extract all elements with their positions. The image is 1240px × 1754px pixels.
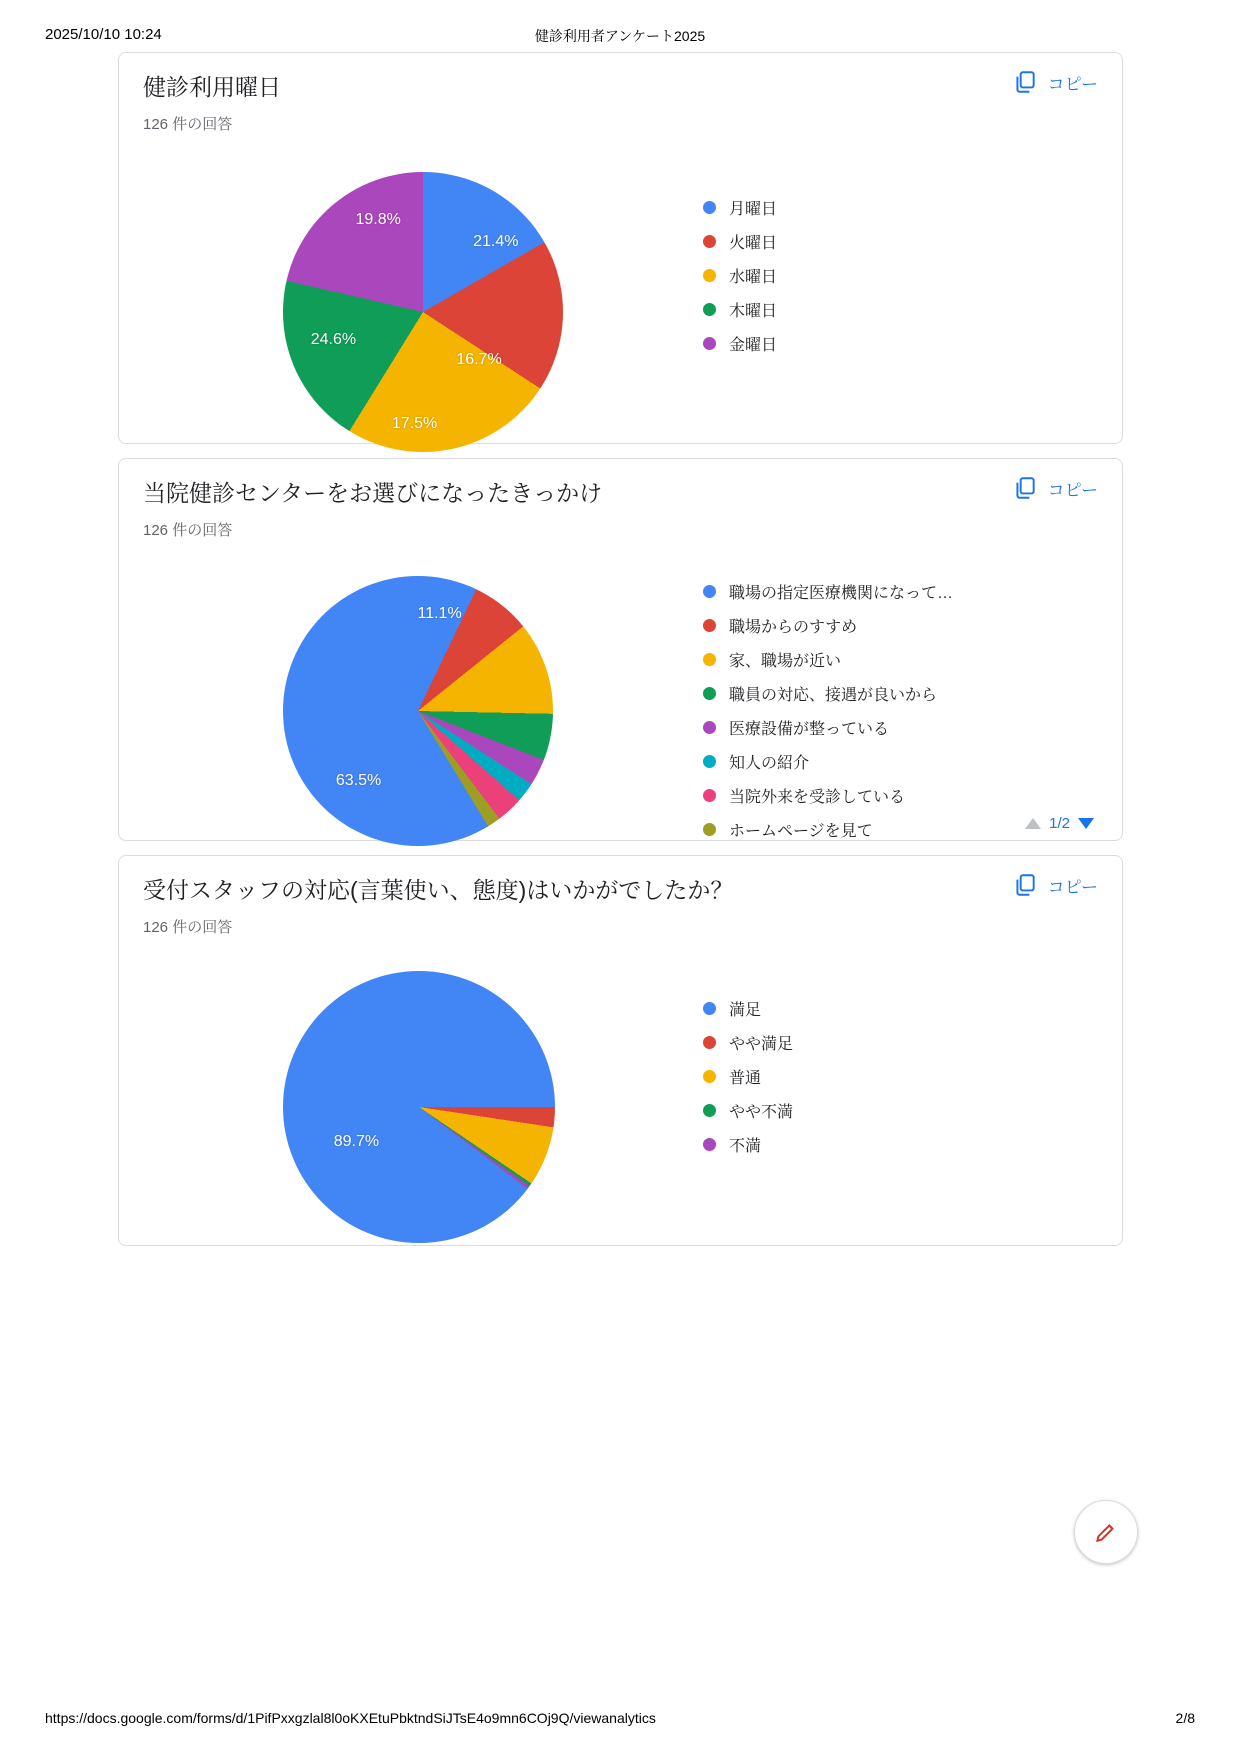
legend-2 [703,550,1098,852]
legend-item [703,1133,1098,1156]
pager-label: 1/2 [1049,815,1070,832]
legend-label: 職場の指定医療機関になって… [729,585,954,602]
legend-color-swatch [703,789,716,802]
legend-color-swatch [703,1138,716,1151]
legend-label: 職員の対応、接遇が良いから [729,687,938,704]
legend-label: 木曜日 [729,303,778,320]
legend-label: ホームページを見て [729,823,873,840]
charts-container [118,52,1123,1260]
legend-item [703,614,1098,637]
page-title: 当院健診センターをお選びになったきっかけ [143,480,603,506]
pie-wrap-2 [143,550,703,846]
pie-chart-1 [143,144,1098,452]
legend-item [703,298,1098,321]
pencil-icon [1093,1519,1119,1545]
legend-label: 不満 [729,1138,762,1155]
legend-item [703,750,1098,773]
legend-color-swatch [703,1104,716,1117]
footer-url: https://docs.google.com/forms/d/1PifPxxgzlal8l0oKXEtuPbktndSiJTsE4o9mn6COj9Q/viewanalytics [45,1710,656,1726]
pie-wrap-3 [143,947,703,1243]
legend-item [703,196,1098,219]
legend-color-swatch [703,1036,716,1049]
copy-icon [1012,872,1038,898]
legend-color-swatch [703,1002,716,1015]
copy-label: コピー [1047,74,1098,94]
legend-color-swatch [703,619,716,632]
pie-1 [283,172,563,452]
legend-color-swatch [703,721,716,734]
copy-button-2[interactable] [1012,475,1098,501]
response-count: 126 件の回答 [143,919,233,936]
print-header [0,26,1240,46]
page-title: 受付スタッフの対応(言葉使い、態度)はいかがでしたか？ [143,877,734,903]
legend-color-swatch [703,687,716,700]
legend-label: やや不満 [729,1104,794,1121]
copy-button-1[interactable] [1012,69,1098,95]
legend-label: 月曜日 [729,201,778,218]
legend-item [703,332,1098,355]
slice-label: 17.5% [391,415,438,432]
slice-label: 89.7% [333,1133,380,1151]
response-count: 126 件の回答 [143,522,233,539]
legend-1 [703,144,1098,366]
legend-color-swatch [703,755,716,768]
legend-label: 家、職場が近い [729,653,842,670]
slice-label: 19.8% [355,210,401,228]
edit-fab-button[interactable] [1074,1500,1138,1564]
page-down-icon[interactable] [1078,818,1094,829]
pie-3 [283,971,555,1243]
legend-color-swatch [703,1070,716,1083]
legend-item [703,230,1098,253]
legend-label: 満足 [729,1002,762,1019]
pie-2 [283,576,553,846]
legend-item [703,784,1098,807]
page-up-icon[interactable] [1025,818,1041,829]
legend-label: 当院外来を受診している [729,789,906,806]
pie-wrap-1 [143,144,703,452]
legend-item [703,264,1098,287]
print-footer [0,1710,1240,1730]
page-title: 健診利用曜日 [143,74,281,100]
slice-label: 21.4% [473,233,519,250]
chart-card-1 [118,52,1123,444]
legend-label: 知人の紹介 [729,755,810,772]
pie-chart-3 [143,947,1098,1243]
copy-icon [1012,475,1038,501]
legend-label: 金曜日 [729,337,778,354]
copy-label: コピー [1047,877,1098,897]
legend-item [703,1065,1098,1088]
legend-item [703,580,1098,603]
legend-color-swatch [703,201,716,214]
copy-label: コピー [1047,480,1098,500]
slice-label: 24.6% [310,331,357,348]
legend-item [703,1099,1098,1122]
legend-color-swatch [703,823,716,836]
legend-color-swatch [703,653,716,666]
legend-color-swatch [703,235,716,248]
footer-page-number: 2/8 [1175,1710,1195,1726]
slice-label: 11.1% [417,604,462,622]
legend-item [703,997,1098,1020]
legend-item [703,716,1098,739]
copy-icon [1012,69,1038,95]
chart-card-3 [118,855,1123,1246]
legend-label: 医療設備が整っている [729,721,890,738]
legend-color-swatch [703,585,716,598]
legend-label: 職場からのすすめ [729,619,858,636]
chart-card-2 [118,458,1123,841]
legend-label: 火曜日 [729,235,778,252]
pie-chart-2 [143,550,1098,852]
legend-label: 普通 [729,1070,762,1087]
legend-color-swatch [703,337,716,350]
response-count: 126 件の回答 [143,116,233,133]
legend-item [703,648,1098,671]
legend-pager[interactable] [1025,815,1094,832]
legend-color-swatch [703,269,716,282]
legend-label: やや満足 [729,1036,794,1053]
slice-label: 16.7% [456,350,502,368]
legend-3 [703,947,1098,1167]
legend-label: 水曜日 [729,269,778,286]
copy-button-3[interactable] [1012,872,1098,898]
print-date: 2025/10/10 10:24 [45,26,162,43]
slice-label: 63.5% [335,772,382,790]
legend-item [703,1031,1098,1054]
legend-color-swatch [703,303,716,316]
legend-item [703,682,1098,705]
print-doc-title: 健診利用者アンケート2025 [534,28,706,44]
